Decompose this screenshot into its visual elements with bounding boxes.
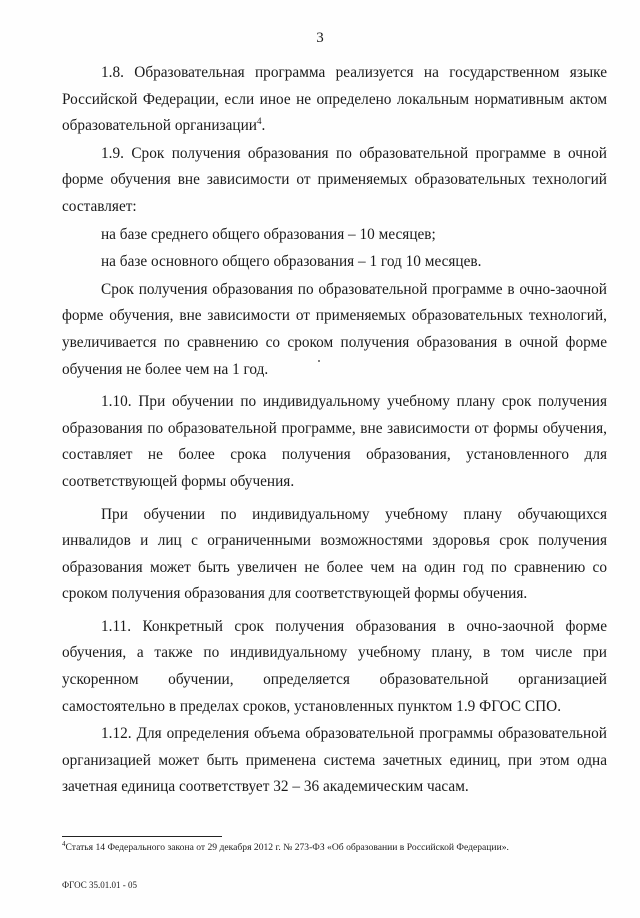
paragraph-basic-base: на базе основного общего образования – 1 год 10 месяцев. bbox=[101, 253, 482, 271]
page-number: 3 bbox=[316, 30, 324, 46]
footnote-reference: 4 bbox=[256, 116, 262, 127]
paragraph-secondary-base: на базе среднего общего образования – 10 месяцев; bbox=[101, 225, 436, 243]
paragraph-disabled-students: При обучении по индивидуальному учебному плану обучающихся инвалидов и лиц с ограниченными возможностями здоровья срок получения образования может быть увеличен не более чем на один год по сравнению со сроком получения образования для соответствующей формы обучения. bbox=[62, 505, 607, 603]
paragraph-text: 1.8. Образовательная программа реализуется на государственном языке Российской Федерации, если иное не определено локальным нормативным актом образовательной организации bbox=[62, 64, 607, 135]
paragraph-1-10: 1.10. При обучении по индивидуальному учебному плану срок получения образования по образовательной программе, вне зависимости от формы обучения, составляет не более срока получения образования, установленного для соответствующей формы обучения. bbox=[62, 393, 607, 490]
paragraph-1-12: 1.12. Для определения объема образовательной программы образовательной организацией может быть применена система зачетных единиц, при этом одна зачетная единица соответствует 32 – 36 академическим часам. bbox=[62, 725, 607, 796]
paragraph-1-9: 1.9. Срок получения образования по образовательной программе в очной форме обучения вне зависимости от применяемых образовательных технологий составляет: bbox=[62, 144, 607, 215]
document-code: ФГОС 35.01.01 - 05 bbox=[62, 880, 137, 890]
paragraph-1-11: 1.11. Конкретный срок получения образования в очно-заочной форме обучения, а также по индивидуальному учебному плану, в том числе при ускоренном обучении, определяется образовательной организацией самостоятельно в пределах сроков, установленных пунктом 1.9 ФГОС СПО. bbox=[62, 617, 607, 715]
footnote bbox=[62, 839, 622, 854]
paragraph-end: . bbox=[261, 117, 266, 135]
paragraph-1-8 bbox=[62, 60, 607, 140]
footnote-divider bbox=[62, 836, 222, 837]
scan-speck bbox=[318, 360, 320, 362]
paragraph-part-time: Срок получения образования по образовательной программе в очно-заочной форме обучения, вне зависимости от применяемых образовательных технологий, увеличивается по сравнению со сроком получения образования в очной форме обучения не более чем на 1 год. bbox=[62, 280, 607, 378]
footnote-mark: 4 bbox=[62, 839, 66, 848]
body-text bbox=[62, 60, 607, 801]
footnote-text: Статья 14 Федерального закона от 29 декабря 2012 г. № 273-ФЗ «Об образовании в Российской Федерации». bbox=[65, 842, 509, 853]
